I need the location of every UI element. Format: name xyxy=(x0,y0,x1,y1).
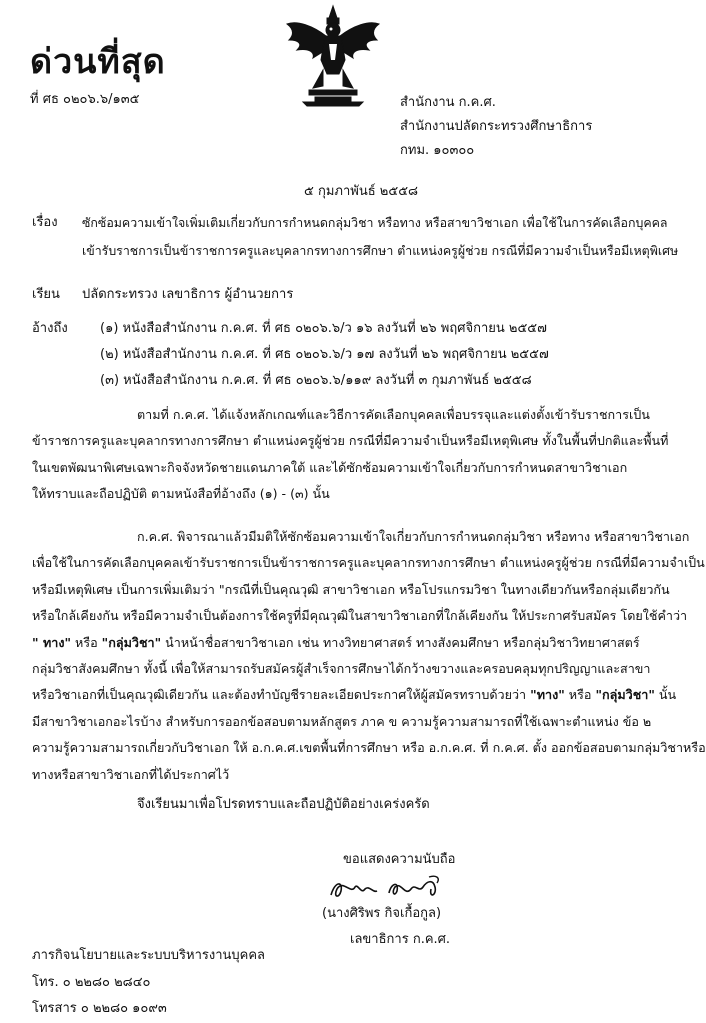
paragraph-line: มีสาขาวิชาเอกอะไรบ้าง สำหรับการออกข้อสอบตามหลักสูตร ภาค ข ความรู้ความสามารถที่ใช้เฉพาะตำแหน่ง ข้อ ๒ xyxy=(32,713,652,729)
subject-line-1: ซักซ้อมความเข้าใจเพิ่มเติมเกี่ยวกับการกำหนดกลุ่มวิชา หรือทาง หรือสาขาวิชาเอก เพื่อใช้ในการคัดเลือกบุคคล xyxy=(82,215,668,230)
paragraph-line: ทางหรือสาขาวิชาเอกที่ได้ประกาศไว้ xyxy=(32,766,230,782)
recipient-label: เรียน xyxy=(32,287,60,302)
emphasis-thang: "ทาง" xyxy=(530,687,565,703)
garuda-emblem-icon xyxy=(283,4,383,108)
paragraph-text: นำหน้าชื่อสาขาวิชาเอก เช่น ทางวิทยาศาสตร์ ทางสังคมศึกษา หรือกลุ่มวิชาวิทยาศาสตร์ xyxy=(161,634,640,650)
paragraph-line: ก.ค.ศ. พิจารณาแล้วมีมติให้ซักซ้อมความเข้าใจเกี่ยวกับการกำหนดกลุ่มวิชา หรือทาง หรือสาขาวิชาเอก xyxy=(137,529,690,544)
paragraph-line: หรือมีเหตุพิเศษ เป็นการเพิ่มเติมว่า "กรณีที่เป็นคุณวุฒิ สาขาวิชาเอก หรือโปรแกรมวิชา ในทางเดียวกันหรือกลุ่มเดียวกัน xyxy=(32,581,670,597)
signatory-name: (นางศิริพร กิจเกื้อกูล) xyxy=(322,906,442,921)
paragraph-line: ให้ทราบและถือปฏิบัติ ตามหนังสือที่อ้างถึง (๑) - (๓) นั้น xyxy=(32,486,330,502)
references-label: อ้างถึง xyxy=(32,321,68,336)
handwritten-signature-icon xyxy=(325,873,455,905)
paragraph-line: ในเขตพัฒนาพิเศษเฉพาะกิจจังหวัดชายแดนภาคใต้ และได้ซักซ้อมความเข้าใจเกี่ยวกับการกำหนดสาขาวิชาเอก xyxy=(32,459,628,475)
paragraph-text: นั้น xyxy=(654,687,677,703)
paragraph-text: หรือวิชาเอกที่เป็นคุณวุฒิเดียวกัน และต้องทำบัญชีรายละเอียดประกาศให้ผู้สมัครทราบด้วยว่า xyxy=(32,687,531,703)
footer-phone: โทร. ๐ ๒๒๘๐ ๒๘๔๐ xyxy=(32,975,151,990)
reference-item: (๒) หนังสือสำนักงาน ก.ค.ศ. ที่ ศธ ๐๒๐๖.๖/ว ๑๗ ลงวันที่ ๒๖ พฤศจิกายน ๒๕๕๗ xyxy=(100,347,549,362)
emphasis-thang: " ทาง" xyxy=(32,634,72,650)
subject-line-2: เข้ารับราชการเป็นข้าราชการครูและบุคลากรทางการศึกษา ตำแหน่งครูผู้ช่วย กรณีที่มีความจำเป็นหรือมีเหตุพิเศษ xyxy=(82,243,679,258)
paragraph-line xyxy=(32,682,706,708)
reference-item: (๑) หนังสือสำนักงาน ก.ค.ศ. ที่ ศธ ๐๒๐๖.๖/ว ๑๖ ลงวันที่ ๒๖ พฤศจิกายน ๒๕๕๗ xyxy=(100,321,547,336)
body-paragraph-1 xyxy=(32,402,668,508)
connector-text: หรือ xyxy=(564,687,596,703)
body-paragraph-2 xyxy=(32,524,706,788)
paragraph-line xyxy=(32,630,706,656)
subject-label: เรื่อง xyxy=(32,215,58,230)
urgency-stamp: ด่วนที่สุด xyxy=(30,42,166,82)
paragraph-line: เพื่อใช้ในการคัดเลือกบุคคลเข้ารับราชการเป็นข้าราชการครูและบุคลากรทางการศึกษา ตำแหน่งครูผู้ช่วย กรณีที่มีความจำเป็น xyxy=(32,555,705,571)
footer-department: ภารกิจนโยบายและระบบบริหารงานบุคคล xyxy=(32,948,266,963)
sender-ministry: สำนักงานปลัดกระทรวงศึกษาธิการ xyxy=(400,119,593,134)
paragraph-line: หรือใกล้เคียงกัน หรือมีความจำเป็นต้องการใช้ครูที่มีคุณวุฒิในสาขาวิชาเอกที่ใกล้เคียงกัน ให้ประกาศรับสมัคร โดยใช้คำว่า xyxy=(32,608,688,624)
connector-text: หรือ xyxy=(71,634,102,650)
sender-office: สำนักงาน ก.ค.ศ. xyxy=(400,95,496,110)
paragraph-line: กลุ่มวิชาสังคมศึกษา ทั้งนี้ เพื่อให้สามารถรับสมัครผู้สำเร็จการศึกษาได้กว้างขวางและครอบคลุมทุกปริญญาและสาขา xyxy=(32,661,651,677)
document-number: ที่ ศธ ๐๒๐๖.๖/๑๓๕ xyxy=(30,92,140,107)
letter-date: ๕ กุมภาพันธ์ ๒๕๕๘ xyxy=(304,184,419,199)
footer-fax: โทรสาร ๐ ๒๒๘๐ ๑๐๙๓ xyxy=(32,1001,167,1016)
emphasis-klum-wicha: "กลุ่มวิชา" xyxy=(595,687,655,703)
reference-item: (๓) หนังสือสำนักงาน ก.ค.ศ. ที่ ศธ ๐๒๐๖.๖/๑๑๙ ลงวันที่ ๓ กุมภาพันธ์ ๒๕๕๘ xyxy=(100,373,532,388)
signatory-position: เลขาธิการ ก.ค.ศ. xyxy=(350,932,451,947)
recipient-text: ปลัดกระทรวง เลขาธิการ ผู้อำนวยการ xyxy=(82,287,294,302)
paragraph-line: ตามที่ ก.ค.ศ. ได้แจ้งหลักเกณฑ์และวิธีการคัดเลือกบุคคลเพื่อบรรจุและแต่งตั้งเข้ารับราชการเป็น xyxy=(137,407,650,422)
salutation: ขอแสดงความนับถือ xyxy=(343,852,456,867)
paragraph-line: ความรู้ความสามารถเกี่ยวกับวิชาเอก ให้ อ.ก.ค.ศ.เขตพื้นที่การศึกษา หรือ อ.ก.ค.ศ. ที่ ก.ค.ศ. ตั้ง ออกข้อสอบตามกลุ่มวิชาหรือ xyxy=(32,740,706,756)
emphasis-klum-wicha: "กลุ่มวิชา" xyxy=(101,634,162,650)
sender-postcode: กทม. ๑๐๓๐๐ xyxy=(400,143,475,158)
paragraph-line: ข้าราชการครูและบุคลากรทางการศึกษา ตำแหน่งครูผู้ช่วย กรณีที่มีความจำเป็นหรือมีเหตุพิเศษ ทั้งในพื้นที่ปกติและพื้นที่ xyxy=(32,433,669,449)
closing-sentence: จึงเรียนมาเพื่อโปรดทราบและถือปฏิบัติอย่างเคร่งครัด xyxy=(137,797,430,812)
